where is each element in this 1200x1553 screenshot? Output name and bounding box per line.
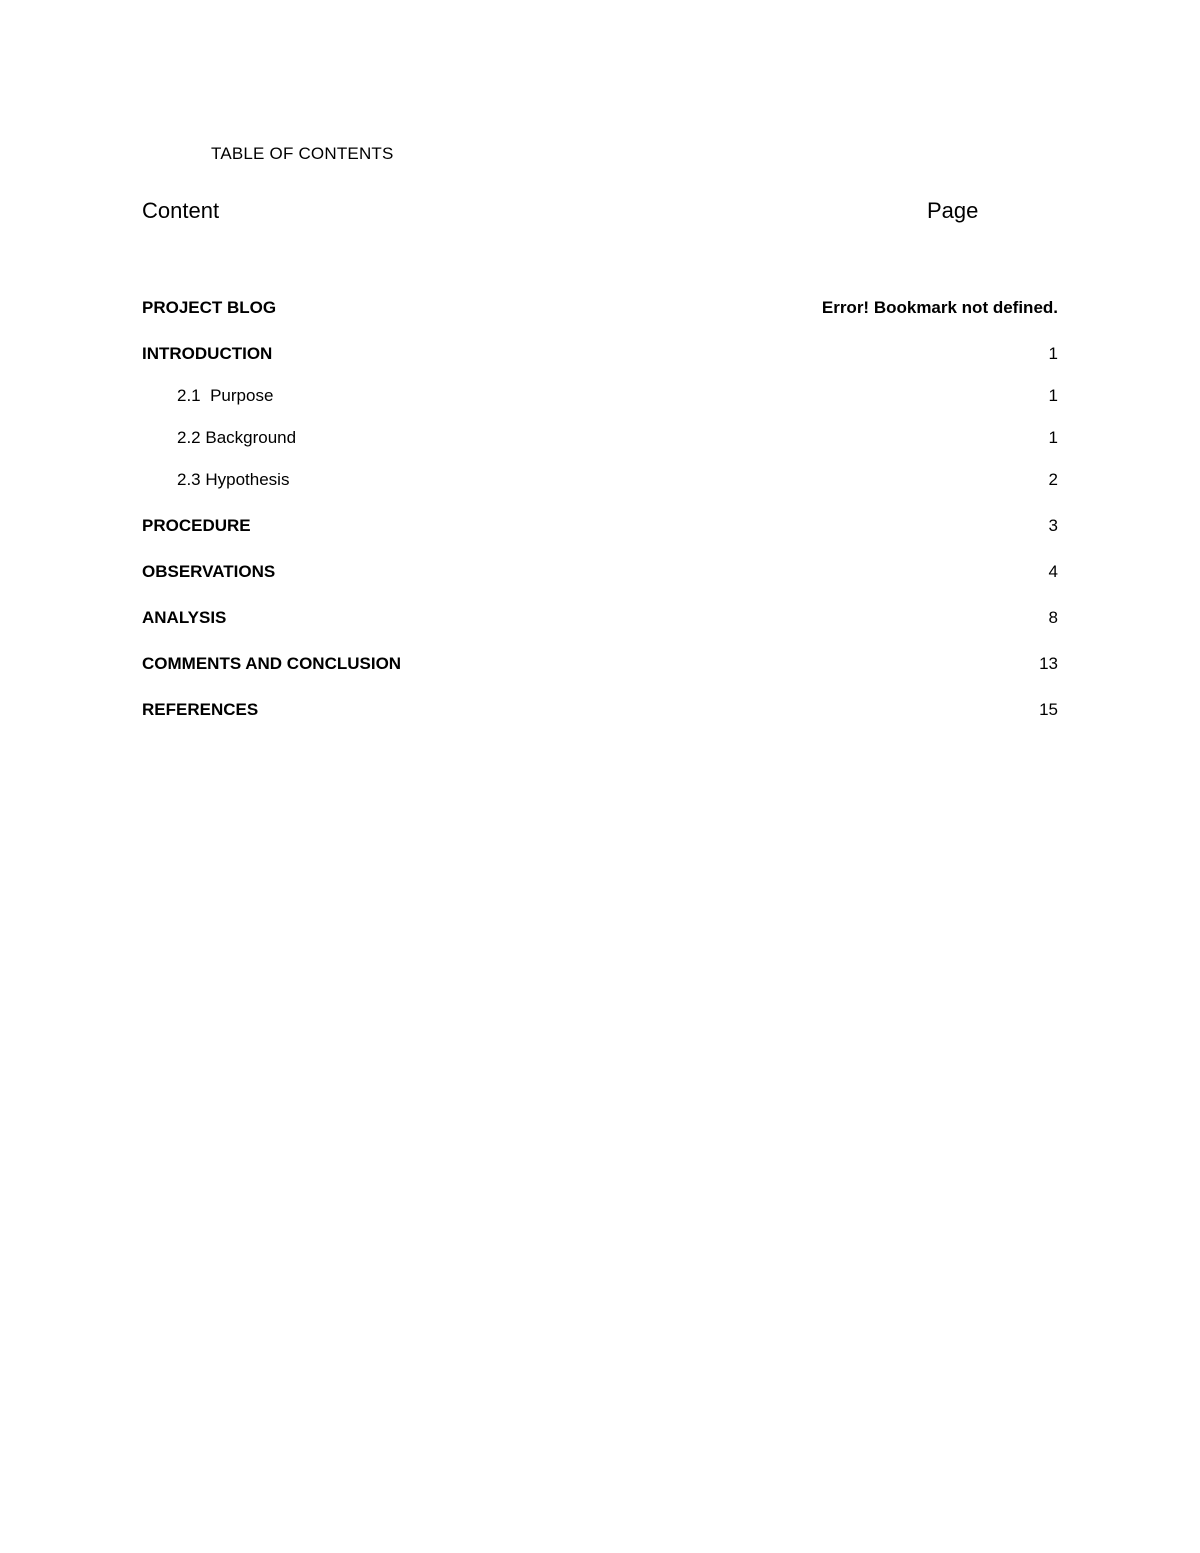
toc-entry-background[interactable] xyxy=(142,426,1058,450)
toc-entry-page: 1 xyxy=(1048,428,1058,447)
toc-entry-label: PROJECT BLOG xyxy=(142,298,277,317)
toc-entry-label: 2.3 Hypothesis xyxy=(177,470,290,489)
toc-entry-label: 2.1 Purpose xyxy=(177,386,274,405)
toc-entry-introduction[interactable] xyxy=(142,342,1058,366)
toc-title: TABLE OF CONTENTS xyxy=(211,144,394,163)
content-column-header: Content xyxy=(142,198,220,223)
toc-entry-page: 1 xyxy=(1048,386,1058,405)
toc-entry-page: 1 xyxy=(1048,344,1058,363)
toc-entry-label: ANALYSIS xyxy=(142,608,227,627)
toc-entry-observations[interactable] xyxy=(142,560,1058,584)
toc-entry-label: REFERENCES xyxy=(142,700,259,719)
toc-entry-page: Error! Bookmark not defined. xyxy=(821,298,1058,317)
toc-entry-page: 8 xyxy=(1048,608,1058,627)
toc-entry-purpose[interactable] xyxy=(142,384,1058,408)
toc-entry-analysis[interactable] xyxy=(142,606,1058,630)
toc-entry-page: 13 xyxy=(1039,654,1058,673)
toc-entry-label: OBSERVATIONS xyxy=(142,562,276,581)
toc-entry-page: 15 xyxy=(1039,700,1058,719)
toc-entry-page: 2 xyxy=(1048,470,1058,489)
toc-entry-label: COMMENTS AND CONCLUSION xyxy=(142,654,402,673)
toc-entry-project-blog[interactable] xyxy=(142,296,1058,320)
toc-entry-comments-and-conclusion[interactable] xyxy=(142,652,1058,676)
toc-entry-label: PROCEDURE xyxy=(142,516,251,535)
toc-entry-label: 2.2 Background xyxy=(177,428,297,447)
toc-entry-procedure[interactable] xyxy=(142,514,1058,538)
toc-entry-references[interactable] xyxy=(142,698,1058,722)
toc-entry-hypothesis[interactable] xyxy=(142,468,1058,492)
toc-entry-label: INTRODUCTION xyxy=(142,344,273,363)
toc-entry-page: 3 xyxy=(1048,516,1058,535)
page-column-header: Page xyxy=(927,198,979,223)
toc-entry-page: 4 xyxy=(1048,562,1058,581)
